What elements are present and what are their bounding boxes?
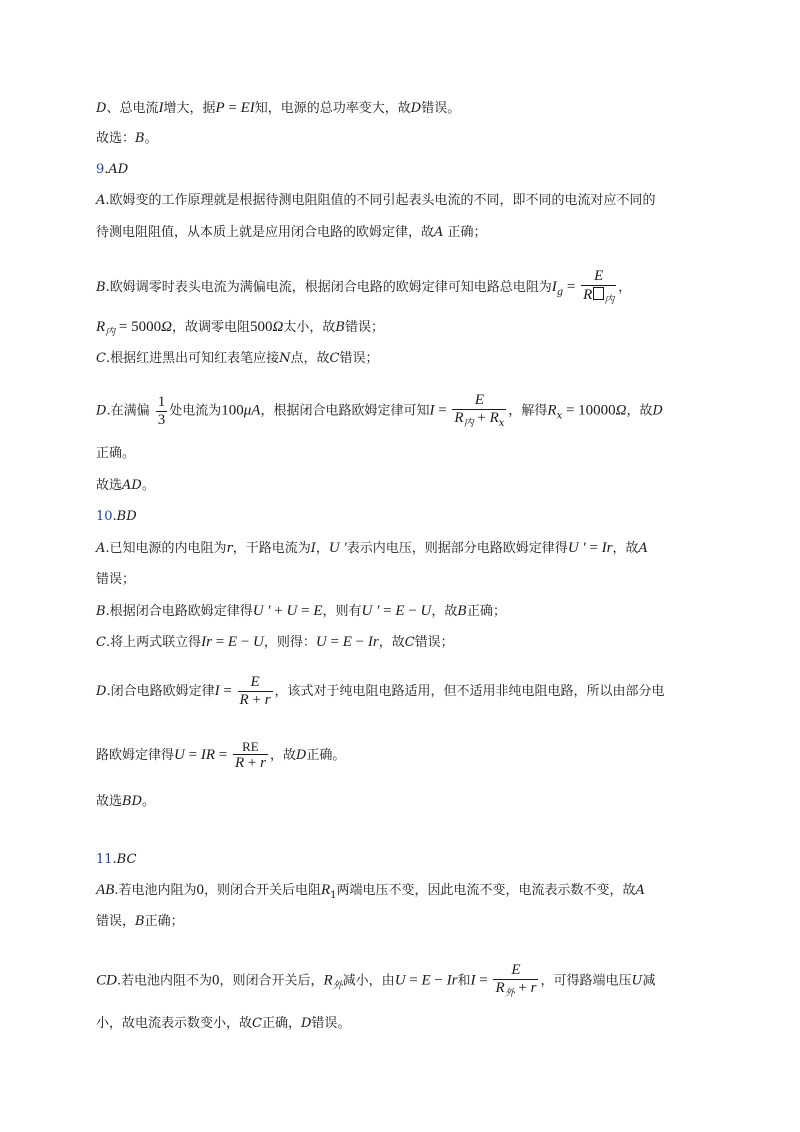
question-number: 10.BD [96, 509, 137, 524]
fraction: $\frac{E}{R _内}$ [583, 268, 615, 306]
question-number: 9.AD [96, 162, 129, 177]
text-line: B.欧姆调零时表头电流为满偏电流，根据闭合电路的欧姆定律可知电路总电阻为$I_g$ = $\frac{E}{R _内}$ ， [96, 268, 632, 306]
text-line: 故选：B。 [96, 131, 158, 146]
question-number: 11.BC [96, 852, 137, 867]
text-line: 故选BD。 [96, 794, 156, 809]
text-line: D.闭合电路欧姆定律I = $\frac{E}{R + r}$ ，该式对于纯电阻电路适用，但不适用非纯电阻电路，所以由部分电 [96, 674, 665, 708]
fraction: $\frac{1}{3}$ [157, 393, 166, 428]
text-line: A.已知电源的内电阻为r，干路电流为I，U ′表示内电压，则据部分电路欧姆定律得U ′ = Ir，故A [96, 540, 648, 556]
text-line: C.将上两式联立得Ir = E − U，则得：U = E − Ir，故C错误； [96, 634, 454, 650]
text-line: D、总电流I增大，据P = EI知，电源的总功率变大，故D错误。 [96, 100, 461, 116]
text-line: 小，故电流表示数变小，故C正确，D错误。 [96, 1016, 351, 1031]
text-line: 故选AD。 [96, 478, 155, 493]
text-line: C.根据红进黑出可知红表笔应接N点，故C错误； [96, 351, 379, 366]
text-line: 待测电阻阻值，从本质上就是应用闭合电路的欧姆定律，故A 正确； [96, 225, 487, 240]
text-line: AB.若电池内阻为0，则闭合开关后电阻$R_1$两端电压不变，因此电流不变，电流表示数不变，故A [96, 882, 645, 901]
text-line: B.根据闭合电路欧姆定律得U ′ + U = E，则有U ′ = E − U，故B正确； [96, 603, 506, 619]
fraction: $\frac{E}{R + r}$ [239, 674, 271, 708]
text-line: CD.若电池内阻不为0，则闭合开关后，$R_外$减小，由U = E − Ir和I = $\frac{E}{R_外 + r}$ ，可得路端电压U减 [96, 962, 656, 999]
fraction: $\frac{RE}{R + r}$ [234, 739, 266, 771]
text-line: 正确。 [96, 446, 136, 461]
text-line: 路欧姆定律得U = IR = $\frac{RE}{R + r}$ ，故D正确。 [96, 739, 346, 771]
fraction: $\frac{E}{R_外 + r}$ [495, 962, 537, 999]
text-line: A.欧姆变的工作原理就是根据待测电阻阻值的不同引起表头电流的不同，即不同的电流对应不同的 [96, 193, 656, 208]
text-line: 错误，B正确； [96, 914, 184, 929]
fraction: $\frac{E}{R_内 + R_x}$ [454, 392, 505, 429]
placeholder-box [593, 287, 604, 300]
text-line: $R_内 = 5000\Omega$，故调零电阻500Ω太小，故B错误； [96, 319, 384, 338]
text-line: D.在满偏 $\frac{1}{3}$ 处电流为100μA，根据闭合电路欧姆定律可知I = $\frac{E}{R_内 + R_x}$ ，解得$R_x = 10000\Omega$，故D [96, 392, 663, 429]
text-line: 错误； [96, 572, 136, 587]
